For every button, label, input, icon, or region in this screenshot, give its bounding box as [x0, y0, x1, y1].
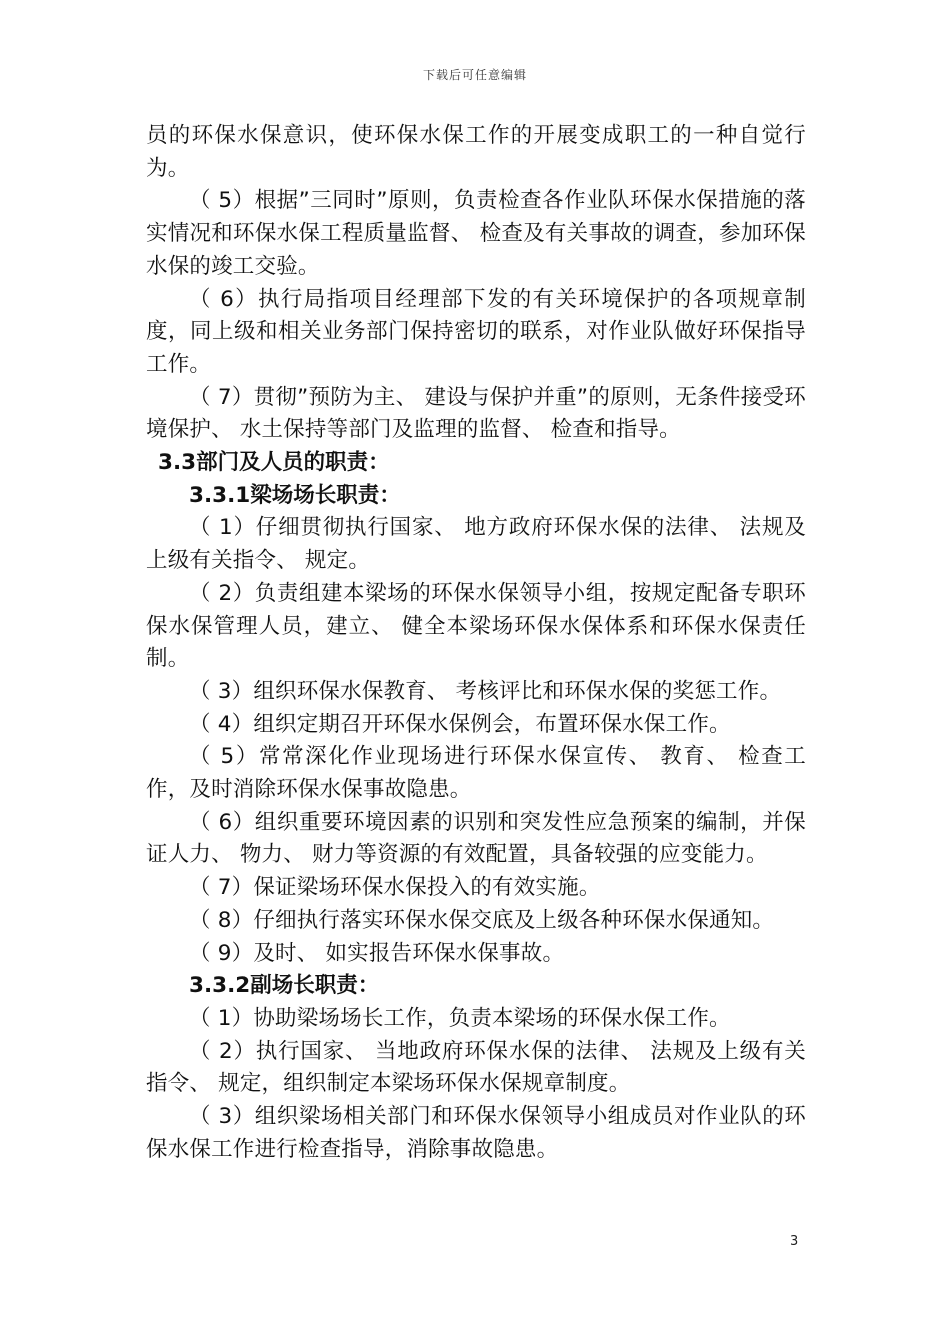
section-heading: 3.3部门及人员的职责：: [158, 450, 390, 476]
paragraph: （ 5）根据”三同时”原则，负责检查各作业队环保水保措施的落实情况和环保水保工程质量监督、 检查及有关事故的调查，参加环保水保的竣工交验。: [146, 188, 806, 279]
paragraph: （ 1）仔细贯彻执行国家、 地方政府环保水保的法律、 法规及上级有关指令、 规定。: [146, 515, 806, 574]
paragraph: （ 4）组织定期召开环保水保例会，布置环保水保工作。: [189, 711, 731, 737]
paragraph: （ 6）执行局指项目经理部下发的有关环境保护的各项规章制度，同上级和相关业务部门保持密切的联系，对作业队做好环保指导工作。: [146, 286, 806, 377]
paragraph: （ 7）保证梁场环保水保投入的有效实施。: [189, 875, 601, 901]
document-body: [146, 120, 806, 1167]
page-number: 3: [790, 1234, 799, 1249]
header-note: 下载后可任意编辑: [422, 68, 527, 82]
paragraph: （ 8）仔细执行落实环保水保交底及上级各种环保水保通知。: [189, 907, 775, 933]
paragraph: 员的环保水保意识，使环保水保工作的开展变成职工的一种自觉行为。: [146, 123, 806, 181]
paragraph: （ 3）组织梁场相关部门和环保水保领导小组成员对作业队的环保水保工作进行检查指导，消除事故隐患。: [146, 1104, 806, 1162]
paragraph: （ 7）贯彻”预防为主、 建设与保护并重”的原则，无条件接受环境保护、 水土保持等部门及监理的监督、 检查和指导。: [146, 384, 806, 443]
paragraph: （ 6）组织重要环境因素的识别和突发性应急预案的编制，并保证人力、 物力、 财力等资源的有效配置，具备较强的应变能力。: [146, 809, 806, 868]
paragraph: （ 2）负责组建本梁场的环保水保领导小组，按规定配备专职环保水保管理人员，建立、 健全本梁场环保水保体系和环保水保责任制。: [146, 580, 806, 672]
paragraph: （ 1）协助梁场场长工作，负责本梁场的环保水保工作。: [189, 1005, 731, 1031]
subsection-heading: 3.3.2副场长职责：: [189, 973, 380, 999]
paragraph: （ 9）及时、 如实报告环保水保事故。: [189, 940, 565, 966]
subsection-heading: 3.3.1梁场场长职责：: [189, 482, 401, 508]
paragraph: （ 5）常常深化作业现场进行环保水保宣传、 教育、 检查工作，及时消除环保水保事故隐患。: [146, 744, 806, 803]
paragraph: （ 3）组织环保水保教育、 考核评比和环保水保的奖惩工作。: [189, 678, 782, 704]
paragraph: （ 2）执行国家、 当地政府环保水保的法律、 法规及上级有关指令、 规定，组织制定本梁场环保水保规章制度。: [146, 1038, 806, 1097]
